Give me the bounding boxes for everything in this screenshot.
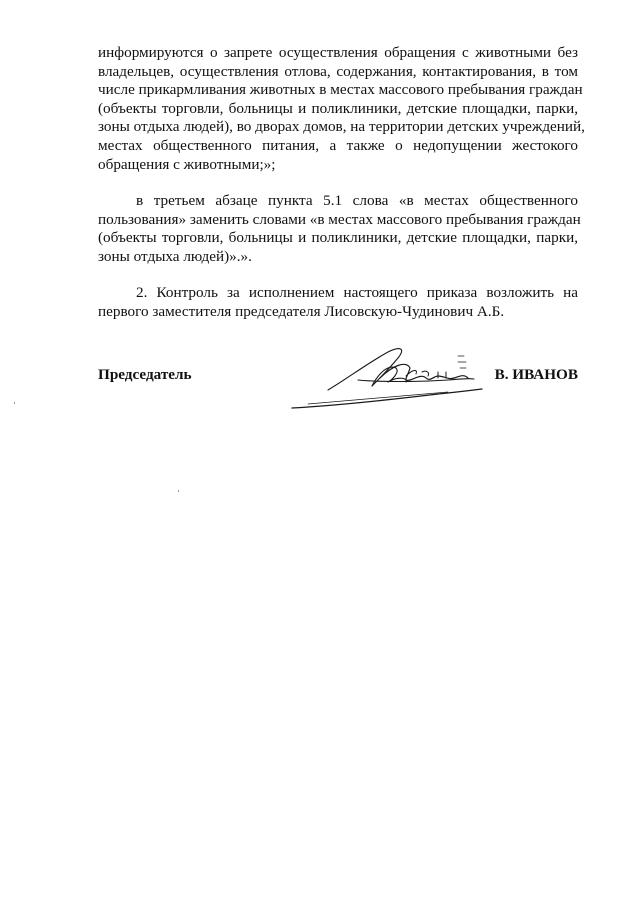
paragraph-1: [98, 44, 585, 174]
text-line: первого заместителя председателя Лисовскую-Чудинович А.Б.: [98, 302, 505, 320]
scan-speck: [178, 490, 179, 492]
text-line: зоны отдыха людей), во дворах домов, на территории детских учреждений,: [98, 118, 585, 136]
scan-speck: [14, 402, 15, 404]
text-line: информируются о запрете осуществления обращения с животными без: [98, 44, 578, 61]
text-line: числе прикармливания животных в местах массового пребывания граждан: [98, 81, 583, 99]
signatory-name: В. ИВАНОВ: [494, 366, 578, 383]
text-line: обращения с животными;»;: [98, 155, 276, 173]
paragraph-2: [98, 192, 581, 266]
text-line: в третьем абзаце пункта 5.1 слова «в местах общественного: [136, 192, 578, 209]
text-line: владельцев, осуществления отлова, содержания, контактирования, в том: [98, 62, 578, 80]
text-line: (объекты торговли, больницы и поликлиники, детские площадки, парки,: [98, 99, 578, 117]
signatory-title: Председатель: [98, 366, 192, 383]
signature-block: [98, 366, 578, 390]
paragraph-3: [98, 284, 578, 321]
text-line: местах общественного питания, а также о недопущении жестокого: [98, 136, 578, 154]
text-line: зоны отдыха людей)».».: [98, 247, 252, 265]
text-line: 2. Контроль за исполнением настоящего приказа возложить на: [136, 284, 578, 301]
text-line: пользования» заменить словами «в местах массового пребывания граждан: [98, 210, 581, 228]
text-line: (объекты торговли, больницы и поликлиники, детские площадки, парки,: [98, 229, 578, 247]
